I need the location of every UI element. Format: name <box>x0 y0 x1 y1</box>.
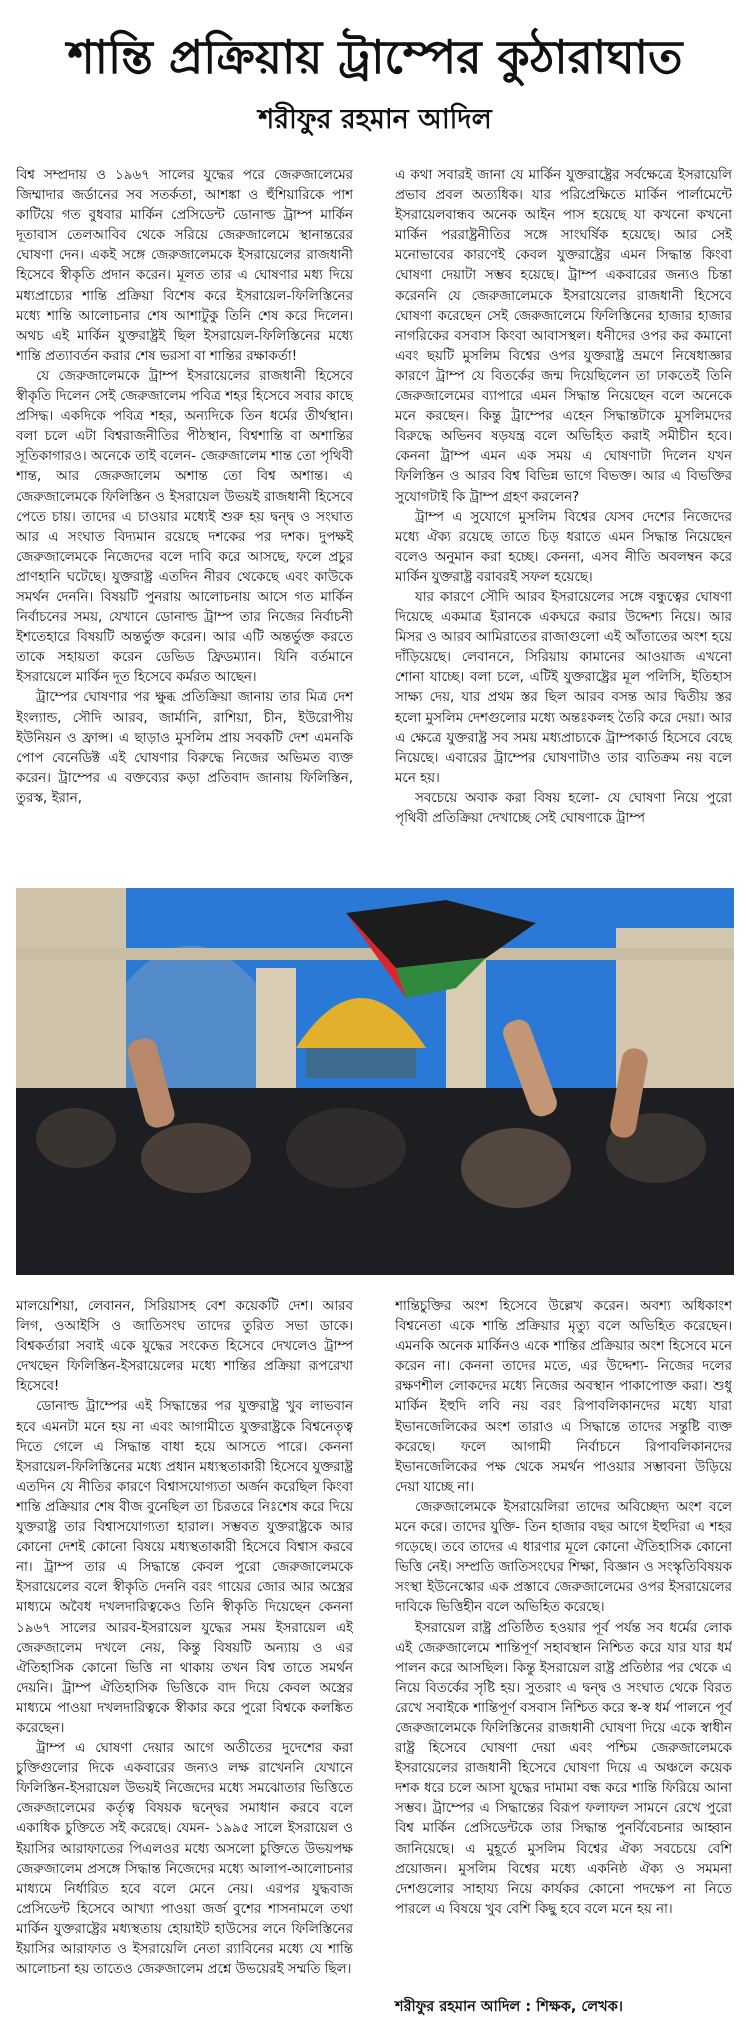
paragraph: ট্রাম্প এ সুযোগে মুসলিম বিশ্বের যেসব দেশের নিজেদের মধ্যে ঐক্য রয়েছে তাতে চিড় ধরাতে এমন সিদ্ধান্ত নিয়েছেন বলেও অনুমান করা হচ্ছে। কেননা, এসব নীতি অবলম্বন করে মার্কিন যুক্তরাষ্ট্র বরাবরই সফল হয়েছে। <box>395 509 732 585</box>
author-name: শরীফুর রহমান আদিল <box>258 104 492 135</box>
paragraph: জেরুজালেমকে ইসরায়েলিরা তাদের অবিচ্ছেদ্য অংশ বলে মনে করে। তাদের যুক্তি- তিন হাজার বছর আগে ইহুদিরা এ শহর গড়েছে। তবে তাদের এ ধারণার মূলে কোনো ঐতিহাসিক কোনো ভিত্তি নেই। সম্প্রতি জাতিসংঘের শিক্ষা, বিজ্ঞান ও সংস্কৃতিবিষয়ক সংস্থা ইউনেস্কোর এক প্রস্তাবে জেরুজালেমের ওপর ইসরায়েলের দাবিকে ভিত্তিহীন বলে অভিহিত করেছে। <box>395 1499 732 1616</box>
paragraph: এ কথা সবারই জানা যে মার্কিন যুক্তরাষ্ট্রের সর্বক্ষেত্রে ইসরায়েলি প্রভাব প্রবল অত্যধিক। যার পরিপ্রেক্ষিতে মার্কিন পার্লামেন্টে ইসরায়েলবান্ধব অনেক আইন পাস হয়েছে যা কখনো কখনো মার্কিন পররাষ্ট্রনীতির সঙ্গে সাংঘর্ষিক হয়েছে। আর সেই মনোভাবের কারণেই কেবল যুক্তরাষ্ট্রের এমন সিদ্ধান্ত কিংবা ঘোষণা দেয়াটা সম্ভব হয়েছে। ট্রাম্প একবারের জন্যও চিন্তা করেননি যে জেরুজালেমকে ইসরায়েলের রাজধানী হিসেবে ঘোষণা করেছেন সেই জেরুজালেমে ফিলিস্তিনের হাজার হাজার নাগরিকের বসবাস কিংবা আবাসস্থল। ধনীদের ওপর কর কমানো এবং ছয়টি মুসলিম বিশ্বের ওপর যুক্তরাষ্ট্র ভ্রমণে নিষেধাজ্ঞার কারণে ট্রাম্প যে বিতর্কের জন্ম দিয়েছিলেন তা ঢাকতেই তিনি জেরুজালেমের ব্যাপারে এমন সিদ্ধান্ত নিয়েছেন বলে অনেকে মনে করছেন। কিন্তু ট্রাম্পের এহেন সিদ্ধান্তটাকে মুসলিমদের বিরুদ্ধে অভিনব ষড়যন্ত্র বলে অভিহিত করাই সমীচীন হবে। কেননা ট্রাম্প এমন এক সময় এ ঘোষণাটা দিলেন যখন ফিলিস্তিন ও আরব বিশ্ব বিভিন্ন ভাগে বিভক্ত। আর এ বিভক্তির সুযোগটাই কি ট্রাম্প গ্রহণ করলেন? <box>395 168 732 505</box>
paragraph: যার কারণে সৌদি আরব ইসরায়েলের সঙ্গে বন্ধুত্বের ঘোষণা দিয়েছে একমাত্র ইরানকে একঘরে করার উদ্দেশ্য নিয়ে। আর মিসর ও আরব আমিরাতের রাজাগুলো এই আঁতাতের অংশ হয়ে দাঁড়িয়েছে। লেবাননে, সিরিয়ায় কামানের আওয়াজ এখনো শোনা যাচ্ছে। বলা চলে, এটিই যুক্তরাষ্ট্রের মূল পলিসি, ইতিহাস সাক্ষ্য দেয়, যার প্রথম স্তর ছিল আরব বসন্ত আর দ্বিতীয় স্তর হলো মুসলিম দেশগুলোর মধ্যে অন্তঃকলহ তৈরি করে দেয়া। আর এ ক্ষেত্রে যুক্তরাষ্ট্র সব সময় মধ্যপ্রাচ্যকে ট্রাম্পকার্ড হিসেবে বেছে নিয়েছে। এবারের ট্রাম্পের ঘোষণাটাও তার ব্যতিক্রম নয় বলে মনে হয়। <box>395 589 732 786</box>
paragraph: ট্রাম্প এ ঘোষণা দেয়ার আগে অতীতের দুদেশের করা চুক্তিগুলোর দিকে একবারের জন্যও লক্ষ রাখেননি যেখানে ফিলিস্তিন-ইসরায়েল উভয়ই নিজেদের মধ্যে সমঝোতার ভিত্তিতে জেরুজালেমের কর্তৃত্ব বিষয়ক দ্বন্দ্বের সমাধান করবে বলে একাধিক চুক্তিতে সই করেছে। যেমন- ১৯৯৫ সালে ইসরায়েল ও ইয়াসির আরাফাতের পিএলওর মধ্যে অসলো চুক্তিতে উভয়পক্ষ জেরুজালেম প্রসঙ্গে সিদ্ধান্ত নিজেদের মধ্যে আলাপ-আলোচনার মাধ্যমে নির্ধারিত হবে বলে মেনে নেয়। এরপর যুদ্ধবাজ প্রেসিডেন্ট হিসেবে আখ্যা পাওয়া জর্জ বুশের শাসনামলে তথা মার্কিন যুক্তরাষ্ট্রের মধ্যস্থতায় হোয়াইট হাউসের লনে ফিলিস্তিনের ইয়াসির আরাফাত ও ইসরায়েলি নেতা র‍্যাবিনের মধ্যে যে শান্তি আলোচনা হয় তাতেও জেরুজালেম প্রশ্নে উভয়েরই সম্মতি ছিল। <box>16 1741 353 1978</box>
article-photo-protest-jerusalem <box>16 888 734 1275</box>
paragraph: ট্রাম্পের ঘোষণার পর ক্ষুব্ধ প্রতিক্রিয়া জানায় তার মিত্র দেশ ইংল্যান্ড, সৌদি আরব, জার্মানি, রাশিয়া, চীন, ইউরোপীয় ইউনিয়ন ও ফ্রান্স। এ ছাড়াও মুসলিম প্রায় সবকটি দেশ এমনকি পোপ বেনেডিক্ট এই ঘোষণার বিরুদ্ধে নিজের অভিমত ব্যক্ত করেন। ট্রাম্পের এ বক্তব্যের কড়া প্রতিবাদ জানায় ফিলিস্তিন, তুরস্ক, ইরান, <box>16 690 353 806</box>
article-column-2 <box>395 166 732 860</box>
paragraph: সবচেয়ে অবাক করা বিষয় হলো- যে ঘোষণা নিয়ে পুরো পৃথিবী প্রতিক্রিয়া দেখাচ্ছে সেই ঘোষণাকে ট্রাম্প <box>395 790 732 826</box>
paragraph: ডোনাল্ড ট্রাম্পের এই সিদ্ধান্তের পর যুক্তরাষ্ট্র খুব লাভবান হবে এমনটা মনে হয় না এবং আগামীতে যুক্তরাষ্ট্রকে বিশ্বনেতৃত্ব দিতে গেলে এ সিদ্ধান্ত বাধা হয়ে আসতে পারে। কেননা ইসরায়েল-ফিলিস্তিনের মধ্যে প্রধান মধ্যস্থতাকারী হিসেবে যুক্তরাষ্ট্র এতদিন যে নীতির কারণে বিশ্বাসযোগ্যতা অর্জন করেছিল কিংবা শান্তি প্রক্রিয়ার শেষ বীজ বুনেছিল তা চিরতরে নিঃশেষ করে দিয়ে যুক্তরাষ্ট্র তার বিশ্বাসযোগ্যতা হারাল। সম্ভবত যুক্তরাষ্ট্রকে আর কোনো দেশই কোনো বিষয়ে মধ্যস্থতাকারী হিসেবে বিশ্বাস করবে না। ট্রাম্প তার এ সিদ্ধান্তে কেবল পুরো জেরুজালেমকে ইসরায়েলের বলে স্বীকৃতি দেননি বরং গায়ের জোর আর অস্ত্রের মাধ্যমে অবৈধ দখলদারিত্বকেও তিনি স্বীকৃতি দিয়েছেন কেননা ১৯৬৭ সালের আরব-ইসরায়েল যুদ্ধের সময় ইসরায়েল এই জেরুজালেম দখলে নেয়, কিন্তু বিষয়টি অন্যায় ও এর ঐতিহাসিক কোনো ভিত্তি না থাকায় তখন বিশ্ব তাতে সমর্থন দেয়নি। ট্রাম্প ঐতিহাসিক ভিত্তিকে বাদ দিয়ে কেবল অস্ত্রের মাধ্যমে পাওয়া দখলদারিত্বকে স্বীকার করে পুরো বিশ্বকে কলঙ্কিত করেছেন। <box>16 1399 353 1736</box>
author-byline: শরীফুর রহমান আদিল : শিক্ষক, লেখক। <box>395 1999 623 2015</box>
article-column-1 <box>16 166 353 860</box>
paragraph: শান্তিচুক্তির অংশ হিসেবে উল্লেখ করেন। অবশ্য অধিকাংশ বিশ্বনেতা একে শান্তি প্রক্রিয়ার মৃত্যু বলে অভিহিত করেছেন। এমনকি অনেক মার্কিনও একে শান্তির প্রক্রিয়ার অংশ হিসেবে মনে করেন না। কেননা তাদের মতে, এর উদ্দেশ্য- নিজের দলের রক্ষণশীল লোকদের মধ্যে নিজের অবস্থান পাকাপোক্ত করা। শুধু মার্কিন ইহুদি লবি নয় বরং রিপাবলিকানদের মধ্যে যারা ইভানজেলিকের অংশ তারাও এ সিদ্ধান্তে তাদের সন্তুষ্টি ব্যক্ত করেছে। ফলে আগামী নির্বাচনে রিপাবলিকানদের ইভানজেলিকের পক্ষ থেকে সমর্থন পাওয়ার সম্ভাবনা উড়িয়ে দেয়া যাচ্ছে না। <box>395 1299 732 1495</box>
article-title: শান্তি প্রক্রিয়ায় ট্রাম্পের কুঠারাঘাত <box>67 30 683 84</box>
paragraph: ইসরায়েল রাষ্ট্র প্রতিষ্ঠিত হওয়ার পূর্ব পর্যন্ত সব ধর্মের লোক এই জেরুজালেমে শান্তিপূর্ণ সহাবস্থান নিশ্চিত করে যার যার ধর্ম পালন করে আসছিল। কিন্তু ইসরায়েল রাষ্ট্র প্রতিষ্ঠার পর থেকে এ নিয়ে বিতর্কের সৃষ্টি হয়। সুতরাং এ দ্বন্দ্ব ও সংঘাত থেকে বিরত রেখে সবাইকে শান্তিপূর্ণ বসবাস নিশ্চিত করে স্ব-স্ব ধর্ম পালনে পূর্ব জেরুজালেমকে ফিলিস্তিনের রাজধানী ঘোষণা দিয়ে একে স্বাধীন রাষ্ট্র হিসেবে ঘোষণা দেয়া এবং পশ্চিম জেরুজালেমকে ইসরায়েলের রাজধানী হিসেবে ঘোষণা দিয়ে এ অঞ্চলে কয়েক দশক ধরে চলে আসা যুদ্ধের দামামা বন্ধ করে শান্তি ফিরিয়ে আনা সম্ভব। ট্রাম্পের এ সিদ্ধান্তের বিরূপ ফলাফল সামনে রেখে পুরো বিশ্ব মার্কিন প্রেসিডেন্টকে তার সিদ্ধান্ত পুনর্বিবেচনার আহ্বান জানিয়েছে। এ মুহূর্তে মুসলিম বিশ্বের ঐক্য সবচেয়ে বেশি প্রয়োজন। মুসলিম বিশ্বের মধ্যে একনিষ্ঠ ঐক্য ও সমমনা দেশগুলোর সাহায্য নিয়ে কার্যকর কোনো পদক্ষেপ না নিতে পারলে এ বিষয়ে খুব বেশি কিছু হবে বলে মনে হয় না। <box>395 1620 732 1917</box>
paragraph: মালয়েশিয়া, লেবানন, সিরিয়াসহ বেশ কয়েকটি দেশ। আরব লিগ, ওআইসি ও জাতিসংঘ তাদের তুরিত সভা ডাকে। বিশ্বকর্তারা সবাই একে যুদ্ধের সংকেত হিসেবে দেখলেও ট্রাম্প দেখছেন ফিলিস্তিন-ইসরায়েলের মধ্যে শান্তির প্রক্রিয়া রূপরেখা হিসেবে! <box>16 1299 353 1395</box>
paragraph: বিশ্ব সম্প্রদায় ও ১৯৬৭ সালের যুদ্ধের পরে জেরুজালেমের জিম্মাদার জর্ডানের সব সতর্কতা, আশঙ্কা ও হুঁশিয়ারিকে পাশ কাটিয়ে গত বুধবার মার্কিন প্রেসিডেন্ট ডোনাল্ড ট্রাম্প মার্কিন দূতাবাস তেলআবিব থেকে সরিয়ে জেরুজালেমে স্থানান্তরের ঘোষণা দেন। একই সঙ্গে জেরুজালেমকে ইসরায়েলের রাজধানী হিসেবে স্বীকৃতি প্রদান করেন। মূলত তার এ ঘোষণার মধ্য দিয়ে মধ্যপ্রাচ্যের শান্তি প্রক্রিয়া বিশেষ করে ইসরায়েল-ফিলিস্তিনের মধ্যে শান্তি আলোচনার শেষ আশাটুকু তিনি শেষ করে দিলেন। অথচ এই মার্কিন যুক্তরাষ্ট্রই ছিল ইসরায়েল-ফিলিস্তিনের মধ্যে শান্তি প্রত্যাবর্তন করার শেষ ভরসা বা শান্তির রক্ষাকর্তা! <box>16 168 353 364</box>
paragraph: যে জেরুজালেমকে ট্রাম্প ইসরায়েলের রাজধানী হিসেবে স্বীকৃতি দিলেন সেই জেরুজালেম পবিত্র শহর হিসেবে সবার কাছে প্রসিদ্ধ। একদিকে পবিত্র শহর, অন্যদিকে তিন ধর্মের তীর্থস্থান। বলা চলে এটা বিশ্বরাজনীতির পীঠস্থান, বিশ্বশান্তি বা অশান্তির সূতিকাগারও। অনেকে তাই বলেন- জেরুজালেম শান্ত তো পৃথিবী শান্ত, আর জেরুজালেম অশান্ত তো বিশ্ব অশান্ত। এ জেরুজালেমকে ফিলিস্তিন ও ইসরায়েল উভয়ই রাজধানী হিসেবে পেতে চায়। তাদের এ চাওয়ার মধ্যেই শুরু হয় দ্বন্দ্ব ও সংঘাত আর এ সংঘাত বিদ্যমান রয়েছে দশকের পর দশক। দুপক্ষই জেরুজালেমকে নিজেদের বলে দাবি করে আসছে, ফলে প্রচুর প্রাণহানি ঘটেছে। যুক্তরাষ্ট্র এতদিন নীরব থেকেছে এবং কাউকে সমর্থন দেননি। বিষয়টি পুনরায় আলোচনায় আসে গত মার্কিন নির্বাচনের সময়, যেখানে ডোনাল্ড ট্রাম্প তার নিজের নির্বাচনী ইশতেহারে বিষয়টি অন্তর্ভুক্ত করেন। আর এটি অন্তর্ভুক্ত করতে তাকে সহায়তা করেন ডেভিড ফ্রিডম্যান। যিনি বর্তমানে ইসরায়েলে মার্কিন দূত হিসেবে কর্মরত আছেন। <box>16 368 353 686</box>
article-column-4 <box>395 1297 732 1973</box>
article-column-3 <box>16 1297 353 2017</box>
photo-illustration <box>16 888 734 1275</box>
